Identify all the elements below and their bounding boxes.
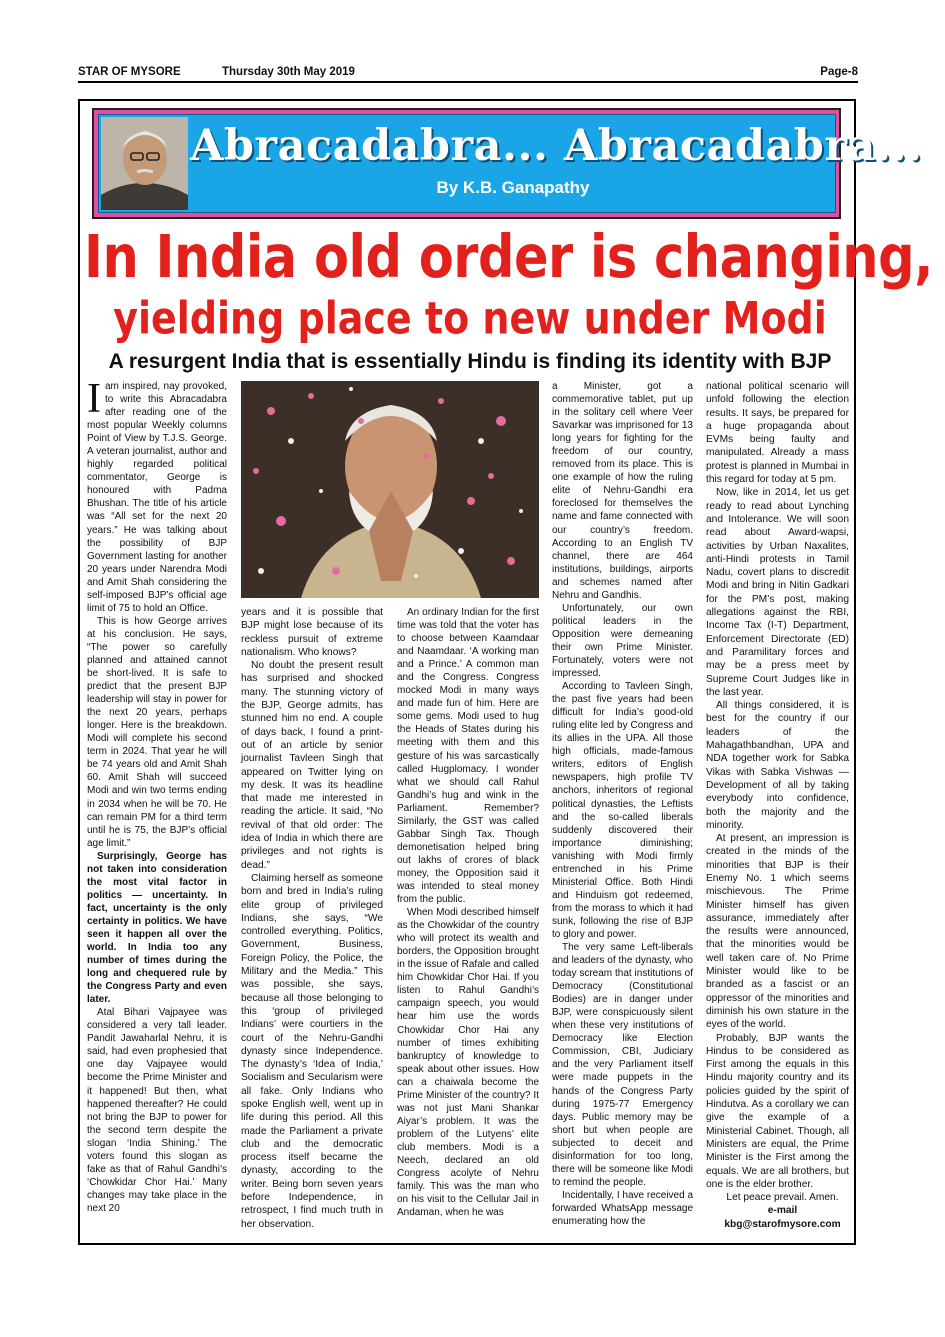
paragraph: a Minister, got a commemorative tablet, put up in the solitary cell where Veer Savarkar was imprisoned for 13 long years for fighting for the freedom of our country, removed from its place. This is one example of how the ruling elite of Nehru-Gandhi era foreclosed for themselves the name and fame connected with our country’s freedom. According to an English TV channel, there are 464 institutions, buildings, airports and schemes named after Nehru and Gandhis.	[552, 381, 693, 601]
paragraph: Now, like in 2014, let us get ready to read about Lynching and Intolerance. We will soon read about Award-wapsi, activities by Urban Naxalites, anti-Hindi protests in Tamil Nadu, covert plans to discredit Modi and bring in Nitin Gadkari for the PM’s post, making allegations against the RBI, Income Tax (I-T) Department, Enforcement Directorate (ED) and Paramilitary forces and may be a press meet by Supreme Court Judges like in the last year.	[706, 487, 849, 698]
signoff: Let peace prevail. Amen.	[726, 1192, 839, 1204]
paragraph: years and it is possible that BJP might lose because of its reckless pursuit of extreme nationalism. Who knows?	[241, 607, 383, 658]
paper-name: STAR OF MYSORE	[78, 66, 181, 78]
paragraph: An ordinary Indian for the first time was told that the voter has to choose between Kaamdaar and Naamdaar. ‘A working man and a Prince.’ A common man and the Congress. Congress mocked Modi in many ways and made fun of him. Here are some gems. Modi used to hug the Heads of States during his meeting with them and this gesture of his was sarcastically called Hugplomacy. I wonder what we should call Rahul Gandhi’s hug and wink in the Parliament. Remember? Similarly, the GST was called Gabbar Singh Tax. Though demonetisation helped bring out lakhs of crores of black money, the Opposition said it was intended to steal money from the public.	[397, 607, 539, 906]
page-number: Page-8	[820, 66, 858, 78]
paragraph: Unfortunately, our own political leaders in the Opposition were demeaning their own Prime Minister. Fortunately, voters were not impressed.	[552, 602, 693, 680]
paragraph: national political scenario will unfold following the election results. It says, be prepared for a huge propaganda about EVMs being faulty and manipulated. Already a mass protest is planned in Mumbai in this regard for today at 5 pm.	[706, 381, 849, 486]
paragraph: No doubt the present result has surprised and shocked many. The stunning victory of the BJP, George admits, has stunned him no end. A couple of days back, I found a print-out of an article by senior journalist Tavleen Singh that appeared on Twitter lying on my desk. It was its headline that made me interested in reading the article. It said, “No revival of that old order: The idea of India in which there are privileges and not rights is dead.”	[241, 660, 383, 871]
paragraph: Atal Bihari Vajpayee was considered a very tall leader. Pandit Jawaharlal Nehru, it is said, had even prophesied that one day Vajpayee would become the Prime Minister and it happened! But then, what happened thereafter? He could not bring the BJP to power for the second term despite the slogan ‘India Shining.’ The voters found this slogan as fake as that of Rahul Gandhi’s ‘Chowkidar Chor Hai.’ Many changes may take place in the next 20	[87, 1007, 227, 1214]
headline-line-1: In India old order is changing,	[84, 224, 933, 292]
column-title: Abracadabra... Abracadabra...	[190, 121, 923, 171]
paragraph: Incidentally, I have received a forwarded WhatsApp message enumerating how the	[552, 1189, 694, 1227]
paragraph: Probably, BJP wants the Hindus to be considered as First among the equals in this Hindu majority country and its policies guided by the spirit of Hindutva. As a corollary we can give the example of a Ministerial Cabinet. Though, all Ministers are equal, the Prime Minister is the First among the equals. We are all brothers, but one is the elder brother.	[706, 1032, 849, 1190]
modi-photo	[241, 381, 539, 598]
byline: By K.B. Ganapathy	[436, 178, 590, 197]
paragraph: am inspired, nay provoked, to write this Abracadabra after reading one of the most popular Weekly columns Point of View by T.J.S. George. A veteran journalist, author and highly regarded political commentator, George is honoured with Padma Bhushan. The title of his article was “All set for the next 20 years.” He was talking about the possibility of BJP Government lasting for another 20 years under Narendra Modi and Amit Shah considering the self-imposed BJP’s official age limit of 75 to hold an Office.	[87, 381, 227, 614]
article-column-1	[87, 376, 227, 1215]
header-rule	[78, 81, 858, 83]
paragraph: When Modi described himself as the Chowkidar of the country who will protect its wealth and borders, the Opposition brought in the issue of Rafale and called him Chowkidar Chor Hai. If you listen to Rahul Gandhi’s campaign speech, you would hear him use the words Chowkidar Chor Hai any number of times exhibiting bankruptcy of knowledge to speak about other issues. How can a chaiwala become the Prime Minister of the country? It was not just Mani Shankar Aiyar’s problem. It was the problem of the Lutyens’ elite club members. Modi is a Neech, declared an old Congress acolyte of Nehru family. This was the man who on his visit to the Cellular Jail in Andaman, when he was	[397, 907, 539, 1219]
paragraph: Claiming herself as someone born and bred in India’s ruling elite group of privileged Indians, she says, “We controlled everything. Politics, Government, Business, Foreign Policy, the Police, the Military and the Media.” This was possible, she says, because all those belonging to this ‘group of privileged Indians’ were courtiers in the court of the Nehru-Gandhi dynasty since Independence. The dynasty’s ‘Idea of India,’ Socialism and Secularism were all fake. Only Indians who spoke English well, went up in life during this period. All this made the Parliament a private club and the democratic process itself became the dynasty, according to the writer. Being born seven years before Independence, in retrospect, I find much truth in her observation.	[241, 872, 383, 1230]
paragraph: At present, an impression is created in the minds of the minorities that BJP is their Enemy No. 1 which seems mischievous. The Prime Minister himself has given assurance, immediately after the results were announced, that the minorities would be well taken care of. No Prime Minister would like to be branded as a fascist or an oppressor of the minorities and diminish his own stature in the eyes of the world.	[706, 833, 849, 1031]
article-column-5	[706, 380, 849, 1231]
paragraph: All things considered, it is best for the country if our leaders of the Mahagathbandhan, UPA and NDA together work for Sabka Vikas with Sabka Vishwas — Development of all by taking everybody into confidence, both the majority and the minority.	[706, 700, 849, 831]
paragraph: The very same Left-liberals and leaders of the dynasty, who today scream that institutions of Democracy (Constitutional Bodies) are in danger under BJP, were conspicuously silent when these very institutions of Democracy like Election Commission, CBI, Judiciary and the very Parliament itself were made puppets in the hands of the Congress Party during 1975-77 Emergency days. Public memory may be short but when people are subjected to deceit and disinformation for too long, there will be someone like Modi to remind the people.	[552, 942, 693, 1188]
drop-cap: I	[87, 376, 101, 422]
deck: A resurgent India that is essentially Hindu is finding its identity with BJP	[108, 350, 832, 373]
paragraph: Surprisingly, George has not taken into consideration the most vital factor in politics — uncertainty. In fact, uncertainty is the only certainty in politics. We have seen it happen all over the world. In India too any number of times during the long and chequered rule by the Congress Party and even later.	[87, 850, 227, 1006]
paragraph: According to Tavleen Singh, the past five years had been difficult for India’s good-old ruling elite led by Congress and its allies in the UPA. All those high officials, made-famous writers, editors of English newspapers, high profile TV anchors, inheritors of regional political dynasties, the Leftists and the so-called liberals suddenly discovered their importance diminishing; vanishing with Modi firmly entrenched in his Prime Ministerial Office. Both Hindi and Hinduism got redeemed, from the morass to which it had sunk, following the rise of BJP to glory and power.	[552, 681, 693, 940]
author-email[interactable]: kbg@starofmysore.com	[724, 1218, 841, 1230]
author-portrait	[101, 117, 188, 210]
article-column-3	[397, 606, 539, 1219]
issue-date: Thursday 30th May 2019	[222, 66, 355, 78]
article-column-4	[552, 380, 693, 1228]
article-column-2	[241, 606, 383, 1231]
page-header	[78, 66, 858, 82]
headline-line-2: yielding place to new under Modi	[113, 292, 827, 344]
email-label: e-mail	[767, 1205, 798, 1217]
paragraph: This is how George arrives at his conclusion. He says, “The power so carefully planned and attained cannot be short-lived. It is safe to predict that the present BJP leadership will stay in power for the next 20 years, perhaps longer. Here is the breakdown. Modi will complete his second term in 2024. That year he will be 74 years old and Amit Shah 60. Amit Shah will succeed Modi and win two terms ending in 2034 when he will be 70. He can remain PM for a third term until he is 75, the BJP’s official age limit.”	[87, 615, 227, 849]
